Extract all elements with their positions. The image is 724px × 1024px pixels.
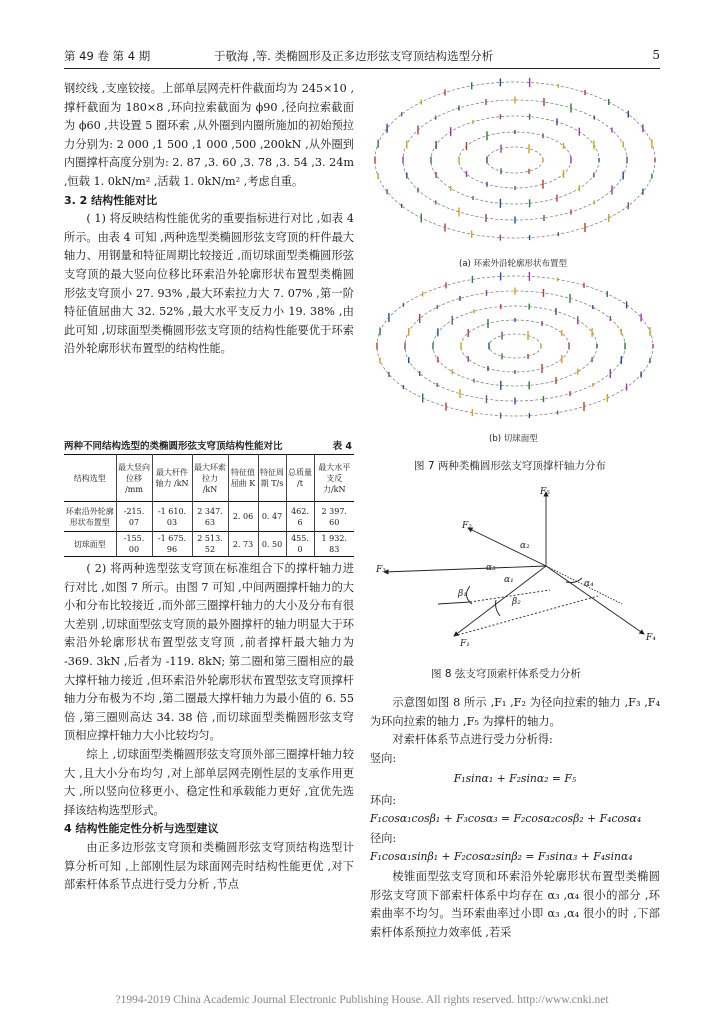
label-beta1: β₁ [458,589,467,599]
label-f2: F₂ [462,521,472,531]
label-radial-wrap [370,830,660,849]
equation-radial: F₁cosα₁sinβ₁ + F₂cosα₂sinβ₂ = F₃sinα₃ + F₄sinα₄ [370,850,633,863]
figure-8-force-diagram [370,486,660,656]
left-column-lower [64,560,354,895]
table-header: 总质量 /t [286,455,314,502]
figure-7b-caption: (b) 切球面型 [489,434,538,444]
figure-7b-sphere-cut [368,270,662,430]
header-rule [64,68,660,69]
label-f3: F₃ [376,565,386,575]
force-f1-line [454,566,546,636]
paragraph: 钢绞线 ,支座铰接。上部单层网壳杆件截面均为 245×10 ,撑杆截面为 180×8 ,环向拉索截面为 ϕ90 ,径向拉索截面为 ϕ60 ,共设置 5 圈环索 ,从外圈到内圈所施加的初始预拉力分别为: 2 000 ,1 500 ,1 000 ,500 ,200kN ,从外圈到内圈撑杆高度分别为: 2. 87 ,3. 60 ,3. 78 ,3. 54 ,3. 24m ,恒载 1. 0kN/m² ,活载 1. 0kN/m² ,考虑自重。 [64,82,354,188]
label-hoop-wrap [370,792,660,811]
table-cell: 2. 06 [228,502,258,532]
paragraph: 示意图如图 8 所示 ,F₁ ,F₂ 为径向拉索的轴力 ,F₃ ,F₄ 为环向拉索的轴力 ,F₅ 为撑杆的轴力。 [370,696,660,728]
figure-8-caption: 图 8 弦支穹顶索杆体系受力分析 [431,668,581,680]
label-alpha2: α₂ [520,541,530,551]
table-caption: 两种不同结构选型的类椭圆形弦支穹顶结构性能对比 表 4 [64,438,354,452]
table-cell: 2. 73 [228,532,258,557]
table-cell: 2 397. 60 [314,502,354,532]
force-f4-line [546,566,644,634]
table-cell: 455. 0 [286,532,314,557]
right-column-closing [370,868,660,942]
label-f5: F₅ [540,487,550,497]
right-column-text [370,694,660,768]
table-cell: 环索沿外轮廓形状布置型 [65,506,114,527]
label-radial: 径向: [370,832,397,845]
paragraph: ( 2) 将两种选型弦支穹顶在标准组合下的撑杆轴力进行对比 ,如图 7 所示。由图 7 可知 ,中间两圈撑杆轴力的大小和分布比较接近 ,而外部三圈撑杆轴力的大小及分布有很大差别 ,切球面型弦支穹顶的最外圈撑杆的轴力明显大于环索沿外轮廓形状布置型弦支穹顶 ,前者撑杆最大轴力为 -369. 3kN ,后者为 -119. 8kN; 第二圈和第三圈相应的最大撑杆轴力接近 ,但环索沿外轮廓形状布置型弦支穹顶撑杆轴力分布极为不均 ,第二圈最大撑杆轴力为最小值的 6. 55 倍 ,第三圈则高达 34. 38 倍 ,而切球面型类椭圆形弦支穹顶相应撑杆轴力大小比较均匀。 [64,562,354,743]
equation-hoop: F₁cosα₁cosβ₁ + F₃cosα₃ = F₂cosα₂cosβ₂ + F₄cosα₄ [370,812,642,825]
table-cell: 切球面型 [73,539,106,549]
section-heading-3-2: 3. 2 结构性能对比 [64,193,158,207]
force-f2-line [468,528,546,566]
label-f1: F₁ [460,639,470,649]
table-header-row [64,455,354,502]
table-cell: 0. 50 [258,532,286,557]
paragraph: 对索杆体系节点进行受力分析得: [392,733,553,747]
running-title: 于敬海 ,等. 类椭圆形及正多边形弦支穹顶结构选型分析 [214,49,494,63]
table-cell: -1 675. 96 [152,532,192,557]
section-heading-4: 4 结构性能定性分析与选型建议 [64,822,219,836]
label-alpha3: α₃ [486,563,496,573]
table-header: 最大水平支反力/kN [314,455,354,502]
table-cell: -155. 00 [116,532,152,557]
table-cell: -215. 07 [116,502,152,532]
label-vertical: 竖向: [370,751,397,765]
table-number: 表 4 [332,441,352,452]
paragraph: ( 1) 将反映结构性能优劣的重要指标进行对比 ,如表 4 所示。由表 4 可知 ,两种选型类椭圆形弦支穹顶的杆件最大轴力、用钢量和特征周期比较接近 ,而切球面型类椭圆形弦支穹顶的最大竖向位移比环索沿外轮廓形状布置型类椭圆形弦支穹顶小 27. 93% ,最大环索拉力大 7. 07% ,第一阶特征值屈曲大 32. 52% ,最大水平支反力小 19. 38% ,由此可知 ,切球面型类椭圆形弦支穹顶的结构性能要优于环索沿外轮廓形状布置型的结构性能。 [64,212,354,356]
table-cell: 0. 47 [258,502,286,532]
label-alpha1: α₁ [504,575,514,585]
label-hoop: 环向: [370,794,397,807]
table-cell: 2 513. 52 [192,532,228,557]
table-cell: 1 932. 83 [314,532,354,557]
table-header: 结构选型 [73,473,106,483]
journal-volume: 第 49 卷 第 4 期 [64,49,151,63]
label-alpha4: α₄ [584,579,594,589]
paragraph: 由正多边形弦支穹顶和类椭圆形弦支穹顶结构选型计算分析可知 ,上部刚性层为球面网壳时结构性能更优 ,对下部索杆体系节点进行受力分析 ,节点 [64,840,354,892]
table-row [64,502,354,532]
copyright-footer: ?1994-2019 China Academic Journal Electronic Publishing House. All rights reserved. http://www.cnki.net [115,994,609,1006]
table-cell: 2 347. 63 [192,502,228,532]
table-4 [64,454,354,557]
figure-7-caption: 图 7 两种类椭圆形弦支穹顶撑杆轴力分布 [414,460,606,472]
force-f3-line [384,566,546,572]
figure-7a-caption: (a) 环索外沿轮廓形状布置型 [459,259,568,269]
left-column-upper [64,80,354,359]
page-header [64,46,660,68]
table-header: 特征值屈曲 K [228,455,258,502]
page-number: 5 [652,48,660,62]
table-header: 最大环索拉力 /kN [192,455,228,502]
paragraph: 综上 ,切球面型类椭圆形弦支穹顶外部三圈撑杆轴力较大 ,且大小分布均匀 ,对上部单层网壳刚性层的支承作用更大 ,所以竖向位移更小、稳定性和承载能力更好 ,宜优先选择该结构选型形式。 [64,747,354,817]
table-cell: -1 610. 03 [152,502,192,532]
figure-7a-ellipse-rings [368,76,662,254]
table-row [64,532,354,557]
table-header: 最大杆件轴力 /kN [152,455,192,502]
label-f4: F₄ [646,633,656,643]
table-header: 特征周期 T/s [258,455,286,502]
table-header: 最大竖向位移 /mm [116,455,152,502]
table-cell: 462. 6 [286,502,314,532]
label-beta2: β₂ [512,597,521,607]
paragraph: 棱锥面型弦支穹顶和环索沿外轮廓形状布置型类椭圆形弦支穹顶下部索杆体系中均存在 α₃ ,α₄ 很小的部分 ,环索曲率不均匀。当环索曲率过小即 α₃ ,α₄ 很小的时 ,下部索杆体系预拉力效率低 ,若采 [370,870,660,939]
equation-vertical: F₁sinα₁ + F₂sinα₂ = F₅ [453,772,577,785]
